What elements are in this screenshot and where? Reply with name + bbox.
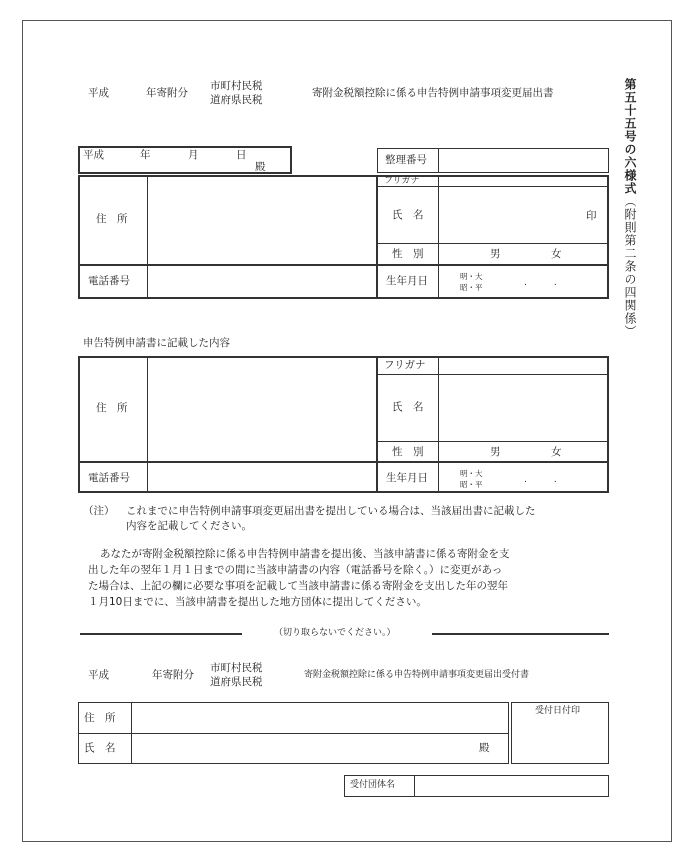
s2-address-field[interactable]	[149, 358, 375, 460]
s1-address-label: 住 所	[96, 213, 128, 225]
form-number-sub: （附則第二条の四関係）	[623, 195, 637, 338]
s2-phone-label: 電話番号	[88, 472, 130, 484]
s2-name-field[interactable]	[439, 375, 608, 440]
date-era: 平成	[83, 149, 104, 161]
s1-female-option[interactable]: 女	[551, 248, 562, 260]
receipt-year-suffix: 年寄附分	[152, 669, 194, 681]
s2-furigana-label: フリガナ	[384, 359, 426, 371]
s2-phone-field[interactable]	[149, 463, 375, 491]
header-tax-line1: 市町村民税	[210, 80, 263, 92]
instruction-line3: た場合は、上記の欄に必要な事項を記載して当該申請書に係る寄附金を支出した年の翌年	[88, 580, 508, 592]
s1-furigana-field[interactable]	[439, 176, 608, 186]
form-number-main: 第五十五号の六様式	[623, 78, 637, 195]
s2-female-option[interactable]: 女	[551, 446, 562, 458]
s2-sex-label: 性 別	[392, 446, 424, 458]
s2-name-label: 氏 名	[392, 401, 424, 413]
cut-line-left	[80, 633, 242, 635]
receipt-era: 平成	[88, 669, 109, 681]
receipt-address-field[interactable]	[133, 704, 507, 732]
ref-number-field[interactable]	[439, 149, 608, 172]
s1-name-field[interactable]	[439, 187, 589, 242]
s1-phone-field[interactable]	[149, 266, 375, 297]
s1-name-label: 氏 名	[392, 209, 424, 221]
date-year: 年	[140, 149, 151, 161]
s1-era-line1: 明・大	[460, 272, 483, 281]
instruction-line2: 出した年の翌年１月１日までの間に当該申請書の内容（電話番号を除く。）に変更があっ	[88, 564, 503, 576]
receipt-org-label: 受付団体名	[350, 780, 396, 790]
s1-sex-label: 性 別	[392, 248, 424, 260]
receipt-name-label: 氏 名	[84, 742, 116, 754]
section2-heading: 申告特例申請書に記載した内容	[83, 337, 230, 349]
note-line2: 内容を記載してください。	[126, 520, 252, 532]
s2-era-line1: 明・大	[460, 469, 483, 478]
s1-furigana-label: フリガナ	[384, 176, 420, 186]
receipt-title: 寄附金税額控除に係る申告特例申請事項変更届出受付書	[304, 670, 530, 680]
receipt-address-label: 住 所	[84, 712, 116, 724]
s1-address-field[interactable]	[149, 177, 375, 263]
receipt-name-field[interactable]	[133, 735, 473, 762]
header-title: 寄附金税額控除に係る申告特例申請事項変更届出書	[312, 87, 554, 99]
cut-line-right	[432, 633, 609, 635]
instruction-line4: １月10日までに、当該申請書を提出した地方団体に提出してください。	[88, 596, 427, 608]
s1-phone-label: 電話番号	[88, 275, 130, 287]
s2-era-line2: 昭・平	[460, 480, 483, 489]
s2-furigana-field[interactable]	[439, 357, 608, 373]
note-label: （注）	[83, 505, 115, 517]
instruction-line1: あなたが寄附金税額控除に係る申告特例申請書を提出後、当該申請書に係る寄附金を支	[100, 548, 510, 560]
s1-era-line2: 昭・平	[460, 283, 483, 292]
s1-birth-dots: . .	[524, 278, 557, 288]
s1-male-option[interactable]: 男	[490, 248, 501, 260]
receipt-tax-line1: 市町村民税	[210, 662, 263, 674]
s2-male-option[interactable]: 男	[490, 446, 501, 458]
s2-birth-dots: . .	[524, 475, 557, 485]
s1-birth-label: 生年月日	[386, 275, 428, 287]
header-era: 平成	[88, 87, 109, 99]
date-month: 月	[188, 149, 199, 161]
note-line1: これまでに申告特例申請事項変更届出書を提出している場合は、当該届出書に記載した	[126, 505, 536, 517]
header-tax-line2: 道府県民税	[210, 94, 263, 106]
receipt-tax-line2: 道府県民税	[210, 676, 263, 688]
form-number-vertical	[622, 78, 639, 338]
receipt-org-field[interactable]	[416, 776, 608, 796]
s2-address-label: 住 所	[96, 402, 128, 414]
cut-line-text: （切り取らないでください。）	[274, 628, 396, 638]
header-year-suffix: 年寄附分	[146, 87, 188, 99]
date-day: 日	[236, 149, 247, 161]
receipt-stamp-label: 受付日付印	[535, 706, 581, 716]
s2-birth-label: 生年月日	[386, 472, 428, 484]
s1-seal: 印	[586, 210, 597, 222]
receipt-honorific: 殿	[479, 742, 490, 754]
ref-number-label: 整理番号	[385, 154, 427, 166]
date-honorific: 殿	[255, 161, 266, 173]
